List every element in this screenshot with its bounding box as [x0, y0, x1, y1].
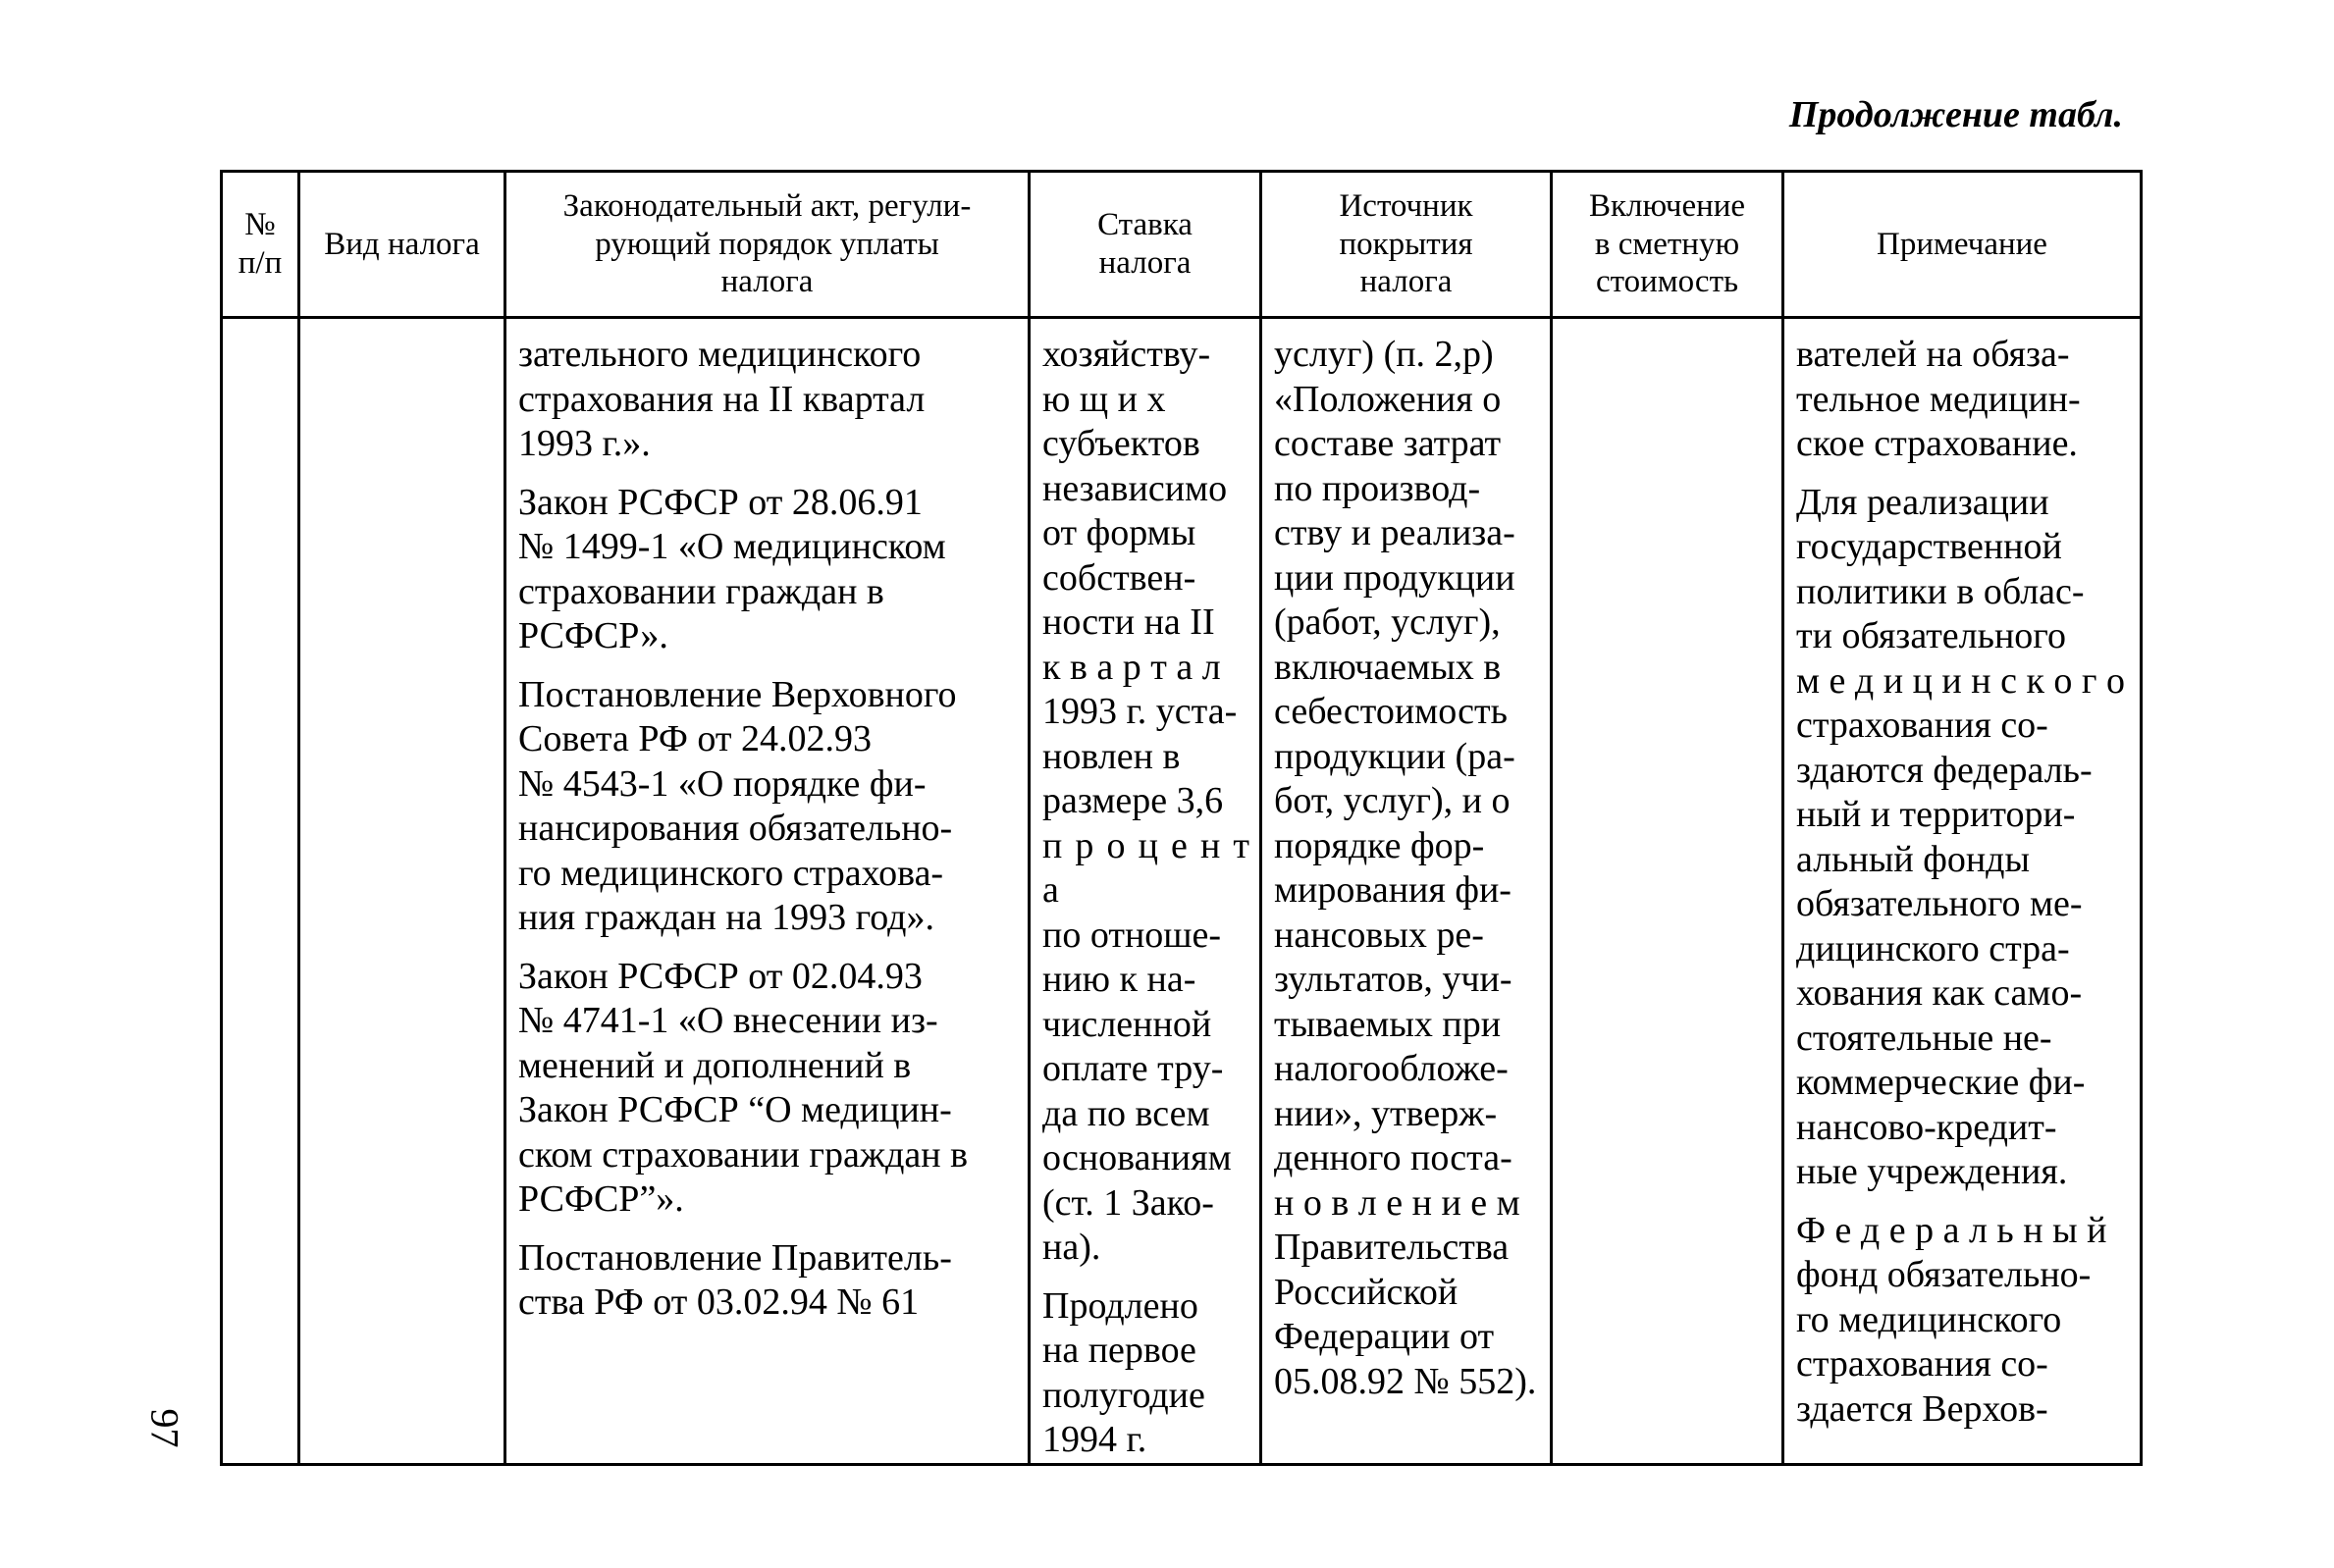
coverage-source-paragraph: услуг) (п. 2,р) «Положения о составе затрат по производ- ству и реализа- ции продукции (работ, услуг), включаемых в себестоимость продукции (ра- бот, услуг), и о порядке фор- мирования фи- нансовых ре- зультатов, учи- тываемых при налогообложе- нии», утверж- денного поста- н о в л е н и е м Правительства Российской Федерации от 05.08.92 № 552).	[1274, 334, 1537, 1402]
legislative-act-paragraph: Закон РСФСР от 28.06.91 № 1499-1 «О медицинском страховании граждан в РСФСР».	[518, 481, 946, 656]
tax-table	[220, 170, 2143, 1466]
header-number: № п/п	[222, 172, 299, 318]
header-coverage-source: Источник покрытия налога	[1261, 172, 1552, 318]
note-paragraph: Ф е д е р а л ь н ы й фонд обязательно- го медицинского страхования со- здается Верхов-	[1796, 1209, 2107, 1430]
header-legislative-act: Законодательный акт, регули- рующий порядок уплаты налога	[505, 172, 1030, 318]
legislative-act-paragraph: Постановление Правитель- ства РФ от 03.02.94 № 61	[518, 1236, 952, 1323]
legislative-act-paragraph: зательного медицинского страхования на II квартал 1993 г.».	[518, 334, 926, 464]
continuation-label: Продолжение табл.	[1788, 94, 2123, 135]
header-estimate-inclusion: Включение в сметную стоимость	[1552, 172, 1783, 318]
table-row	[222, 318, 2142, 1465]
cell-number	[222, 318, 299, 1465]
table-header-row	[222, 172, 2142, 318]
header-note: Примечание	[1783, 172, 2142, 318]
legislative-act-paragraph: Постановление Верховного Совета РФ от 24.02.93 № 4543-1 «О порядке фи- нансирования обязательно- го медицинского страхова- ния граждан на 1993 год».	[518, 673, 957, 938]
cell-estimate-inclusion	[1552, 318, 1783, 1465]
legislative-act-paragraph: Закон РСФСР от 02.04.93 № 4741-1 «О внесении из- менений и дополнений в Закон РСФСР “О медицин- ском страховании граждан в РСФСР”».	[518, 955, 969, 1220]
cell-legislative-act	[505, 318, 1030, 1465]
cell-rate	[1030, 318, 1261, 1465]
cell-tax-type	[299, 318, 505, 1465]
note-paragraph: вателей на обяза- тельное медицин- ское страхование.	[1796, 334, 2081, 464]
rate-paragraph: Продлено на первое полугодие 1994 г.	[1042, 1284, 1205, 1460]
cell-coverage-source	[1261, 318, 1552, 1465]
header-tax-type: Вид налога	[299, 172, 505, 318]
page-number: 97	[142, 1408, 187, 1448]
cell-note	[1783, 318, 2142, 1465]
rate-paragraph: хозяйству- ю щ и х субъектов независимо от формы собствен- ности на II к в а р т а л 1993 г. уста- новлен в размере 3,6 п р о ц е н т а по отноше- нию к на- численной оплате тру- да по всем основаниям (ст. 1 Зако- на).	[1042, 334, 1249, 1268]
header-rate: Ставка налога	[1030, 172, 1261, 318]
note-paragraph: Для реализации государственной политики в облас- ти обязательного м е д и ц и н с к о г о страхования со- здаются федераль- ный и территори- альный фонды обязательного ме- дицинского стра- хования как само- стоятельные не- коммерческие фи- нансово-кредит- ные учреждения.	[1796, 481, 2126, 1192]
